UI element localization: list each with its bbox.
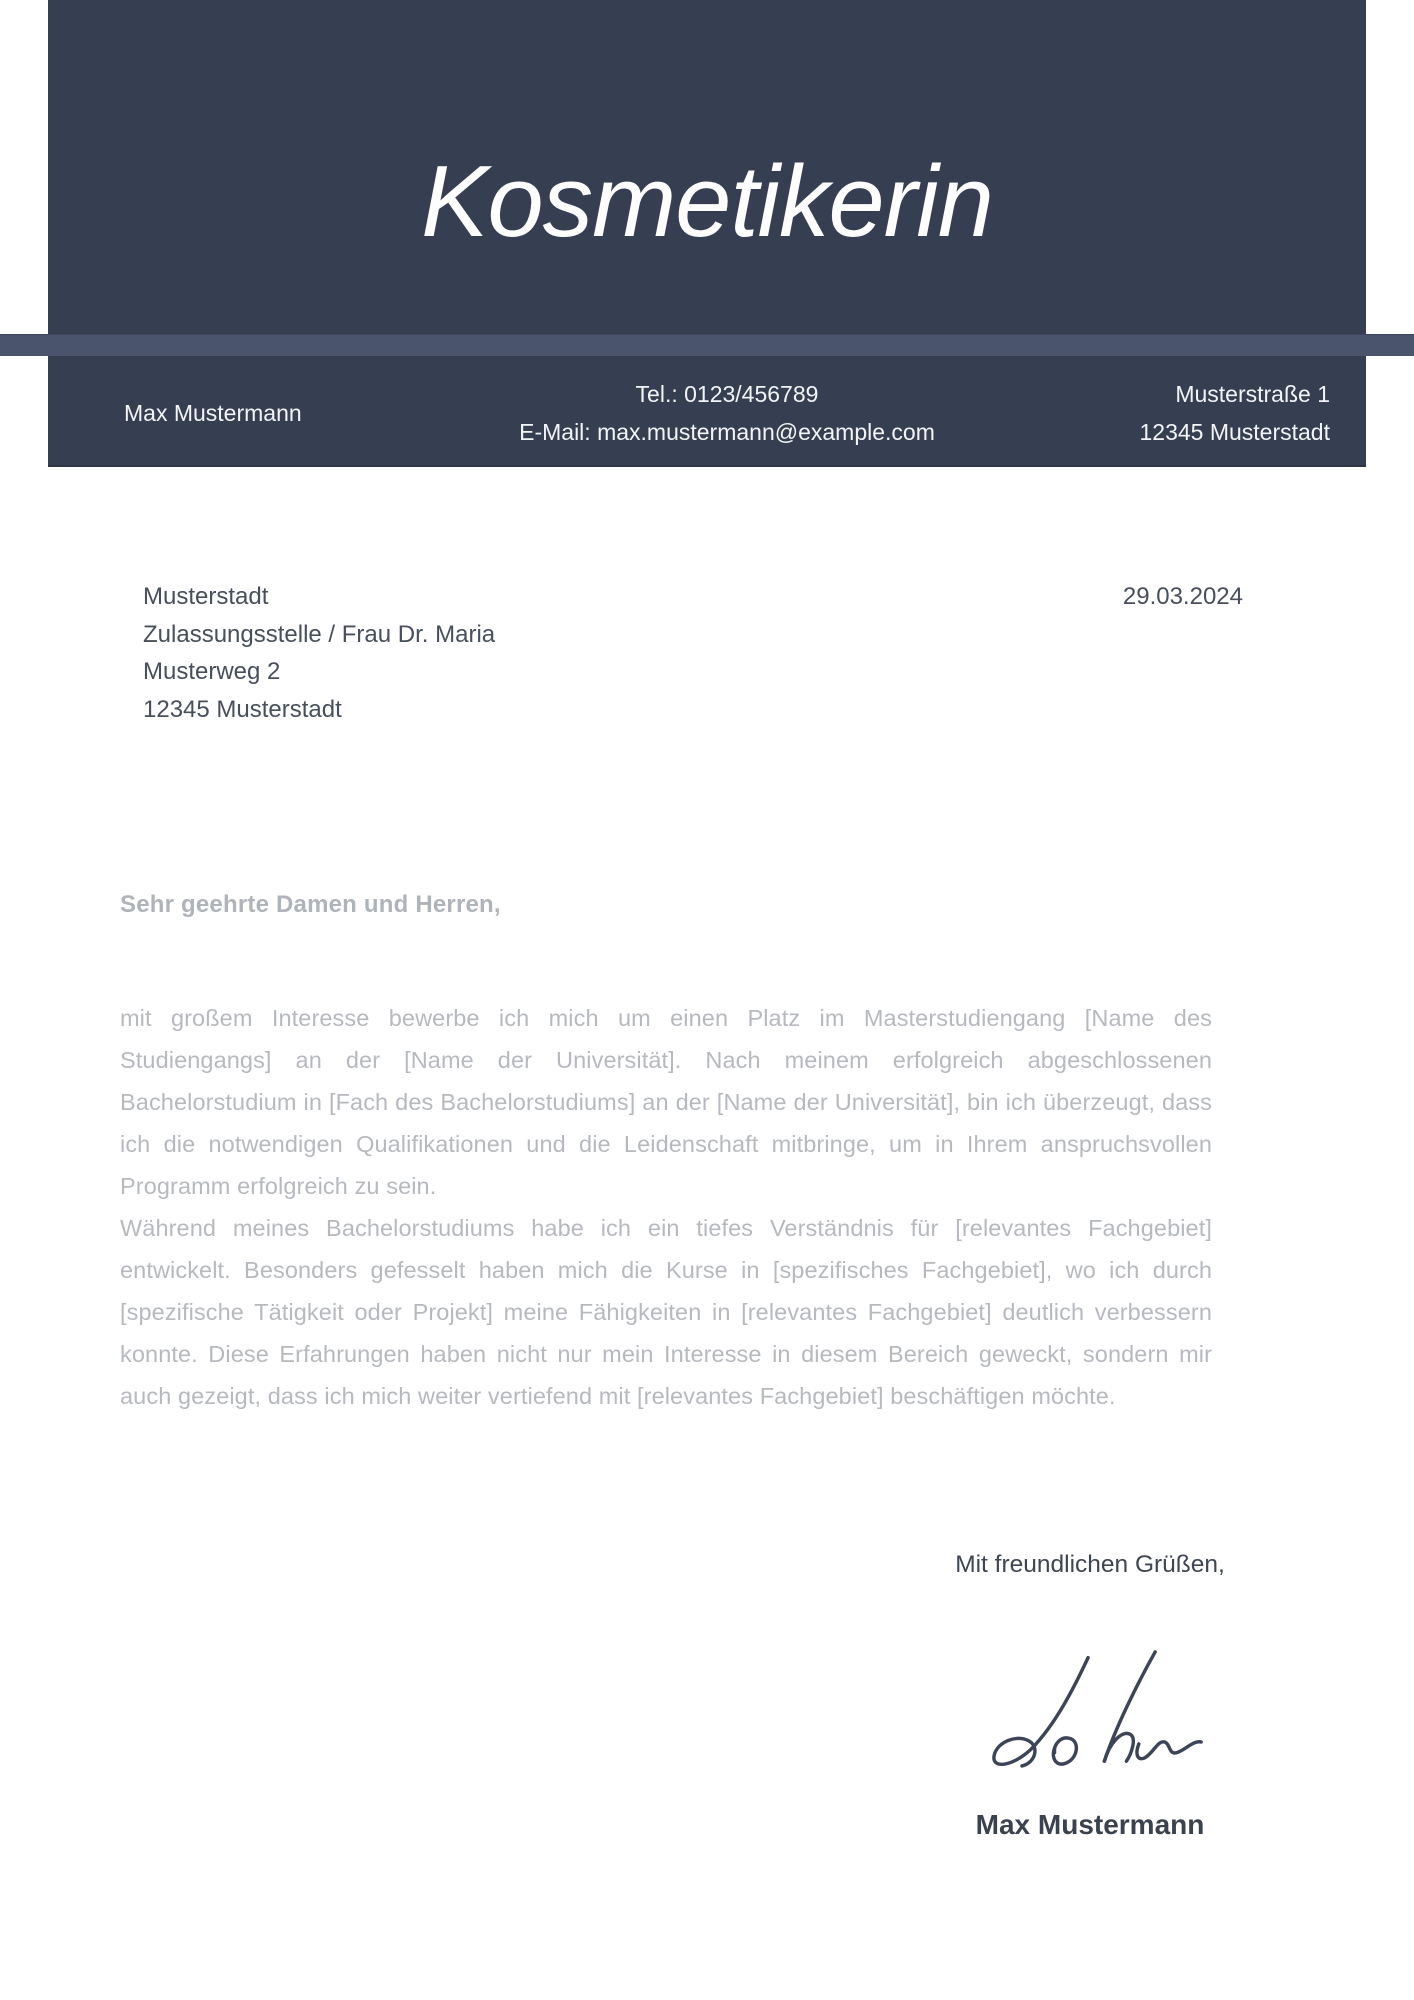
contact-bar	[124, 370, 1330, 456]
recipient-line: 12345 Musterstadt	[143, 695, 342, 723]
sender-name: Max Mustermann	[975, 1809, 1205, 1840]
letter-date: 29.03.2024	[1122, 583, 1243, 610]
recipient-line: Zulassungsstelle / Frau Dr. Maria	[143, 620, 496, 648]
contact-email: E-Mail: max.mustermann@example.com	[519, 419, 935, 445]
recipient-line: Musterstadt	[143, 583, 269, 610]
body-paragraph: Während meines Bachelorstudiums habe ich ein tiefes Verständnis für [relevantes Fachgebiet] entwickelt. Besonders gefesselt haben mich die Kurse in [spezifisches Fachgebiet], wo ich durch [spezifische Tätigkeit oder Projekt] meine Fähigkeiten in [relevantes Fachgebiet] deutlich verbessern konnte. Diese Erfahrungen haben nicht nur mein Interesse in diesem Bereich geweckt, sondern mir auch gezeigt, dass ich mich weiter vertiefend mit [relevantes Fachgebiet] beschäftigen möchte.	[120, 1215, 1212, 1409]
contact-address-column	[1090, 375, 1330, 451]
contact-phone: Tel.: 0123/456789	[635, 381, 819, 407]
page-title: Kosmetikerin	[421, 146, 993, 258]
signature-john-icon	[975, 1639, 1205, 1799]
contact-city: 12345 Musterstadt	[1139, 419, 1330, 445]
header-accent-stripe	[0, 334, 1414, 356]
closing-block	[845, 1551, 1335, 1841]
recipient-address	[143, 578, 495, 728]
contact-center-column	[364, 375, 1090, 451]
body-paragraph: mit großem Interesse bewerbe ich mich um einen Platz im Masterstudiengang [Name des Studiengangs] an der [Name der Universität]. Nach meinem erfolgreich abgeschlossenen Bachelorstudium in [Fach des Bachelorstudiums] an der [Name der Universität], bin ich überzeugt, dass ich die notwendigen Qualifikationen und die Leidenschaft mitbringe, um in Ihrem anspruchsvollen Programm erfolgreich zu sein.	[120, 1005, 1212, 1199]
salutation: Sehr geehrte Damen und Herren,	[120, 891, 501, 918]
letter-body	[120, 997, 1212, 1417]
contact-street: Musterstraße 1	[1175, 381, 1330, 407]
signature-image	[845, 1635, 1335, 1803]
recipient-line: Musterweg 2	[143, 658, 281, 685]
closing-greeting: Mit freundlichen Grüßen,	[955, 1551, 1225, 1578]
contact-name: Max Mustermann	[124, 400, 302, 426]
